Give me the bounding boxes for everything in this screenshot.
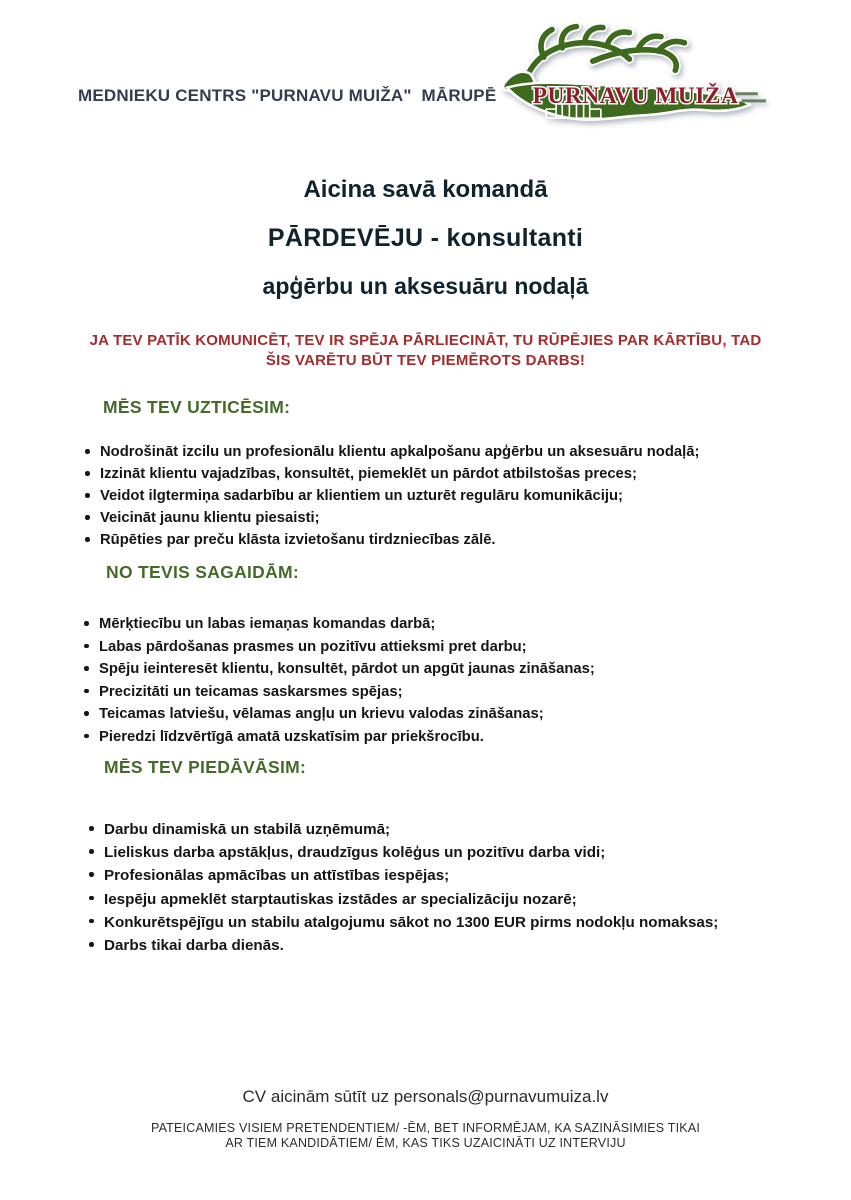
list-item: Veicināt jaunu klientu piesaisti; — [85, 507, 765, 529]
list-item: Mērķtiecību un labas iemaņas komandas darbā; — [84, 613, 764, 636]
section-heading-expectations: NO TEVIS SAGAIDĀM: — [106, 562, 300, 582]
list-item: Darbs tikai darba dienās. — [89, 934, 779, 957]
list-item: Veidot ilgtermiņa sadarbību ar klientiem un uzturēt regulāru komunikāciju; — [85, 485, 765, 507]
list-item: Precizitāti un teicamas saskarsmes spējas; — [84, 681, 764, 704]
list-item: Pieredzi līdzvērtīgā amatā uzskatīsim par priekšrocību. — [84, 726, 764, 749]
list-item: Profesionālas apmācības un attīstības iespējas; — [89, 864, 779, 887]
list-item: Iespēju apmeklēt starptautiskas izstādes ar specializāciju nozarē; — [89, 888, 779, 911]
section-heading-responsibilities: MĒS TEV UZTICĒSIM: — [103, 397, 291, 417]
list-item: Teicamas latviešu, vēlamas angļu un krievu valodas zināšanas; — [84, 703, 764, 726]
deer-logo-graphic — [495, 22, 770, 140]
list-item: Spēju ieinteresēt klientu, konsultēt, pārdot un apgūt jaunas zināšanas; — [84, 658, 764, 681]
title-position: PĀRDEVĒJU - konsultanti — [267, 224, 584, 252]
intro-pitch: JA TEV PATĪK KOMUNICĒT, TEV IR SPĒJA PĀRLIECINĀT, TU RŪPĒJIES PAR KĀRTĪBU, TAD ŠIS VARĒTU BŪT TEV PIEMĒROTS DARBS! — [89, 332, 762, 369]
title-invitation: Aicina savā komandā — [303, 176, 548, 203]
logo-wordmark: PURNAVU MUIŽA — [532, 82, 739, 109]
cv-submission-line: CV aicinām sūtīt uz personals@purnavumuiza.lv — [242, 1087, 609, 1106]
expectations-list — [84, 613, 764, 749]
company-logo — [495, 22, 770, 140]
responsibilities-list — [85, 441, 765, 551]
list-item: Lieliskus darba apstākļus, draudzīgus kolēģus un pozitīvu darba vidi; — [89, 841, 779, 864]
list-item: Nodrošināt izcilu un profesionālu klientu apkalpošanu apģērbu un aksesuāru nodaļā; — [85, 441, 765, 463]
company-name: MEDNIEKU CENTRS "PURNAVU MUIŽA" MĀRUPĒ — [78, 86, 497, 105]
list-item: Labas pārdošanas prasmes un pozitīvu attieksmi pret darbu; — [84, 636, 764, 659]
list-item: Izzināt klientu vajadzības, konsultēt, piemeklēt un pārdot atbilstošas preces; — [85, 463, 765, 485]
list-item: Konkurētspējīgu un stabilu atalgojumu sākot no 1300 EUR pirms nodokļu nomaksas; — [89, 911, 779, 934]
title-department: apģērbu un aksesuāru nodaļā — [262, 273, 589, 299]
section-heading-offer: MĒS TEV PIEDĀVĀSIM: — [104, 757, 307, 777]
list-item: Darbu dinamiskā un stabilā uzņēmumā; — [89, 818, 779, 841]
offer-list — [89, 818, 779, 957]
title-block — [0, 176, 851, 300]
applicants-disclaimer: PATEICAMIES VISIEM PRETENDENTIEM/ -ĒM, BET INFORMĒJAM, KA SAZINĀSIMIES TIKAI AR TIEM KANDIDĀTIEM/ ĒM, KAS TIKS UZAICINĀTI UZ INTERVIJU — [150, 1121, 701, 1150]
list-item: Rūpēties par preču klāsta izvietošanu tirdzniecības zālē. — [85, 529, 765, 551]
